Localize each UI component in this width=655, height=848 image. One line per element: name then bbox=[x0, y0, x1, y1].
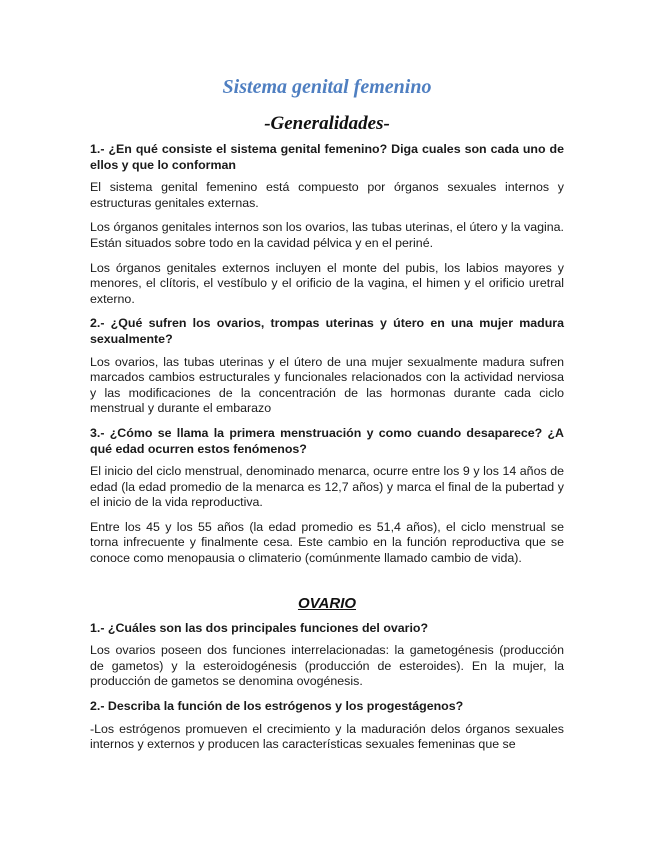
document-subtitle: -Generalidades- bbox=[264, 113, 390, 134]
question-heading: 1.- ¿Cuáles son las dos principales funciones del ovario? bbox=[90, 620, 429, 635]
answer-paragraph: -Los estrógenos promueven el crecimiento y la maduración delos órganos sexuales internos y externos y producen las características sexuales femeninas que se bbox=[90, 721, 564, 752]
answer-paragraph: Los órganos genitales externos incluyen el monte del pubis, los labios mayores y menores, el clítoris, el vestíbulo y el orificio de la vagina, el himen y el orificio uretral externo. bbox=[90, 260, 564, 306]
answer-paragraph: El sistema genital femenino está compuesto por órganos sexuales internos y estructuras genitales externas. bbox=[90, 180, 564, 210]
section-heading-ovario: OVARIO bbox=[297, 594, 357, 612]
answer-paragraph: Los ovarios, las tubas uterinas y el útero de una mujer sexualmente madura sufren marcados cambios estructurales y funcionales relacionados con la actividad nerviosa y las modificaciones de la concentración de las hormonas durante cada ciclo menstrual y durante el embarazo bbox=[90, 354, 564, 416]
question-heading: 1.- ¿En qué consiste el sistema genital femenino? Diga cuales son cada uno de ellos y que lo conforman bbox=[90, 142, 564, 172]
question-heading: 2.- ¿Qué sufren los ovarios, trompas uterinas y útero en una mujer madura sexualmente? bbox=[90, 316, 564, 346]
question-heading: 2.- Describa la función de los estrógenos y los progestágenos? bbox=[90, 699, 464, 714]
page-content bbox=[90, 74, 564, 762]
question-heading: 3.- ¿Cómo se llama la primera menstruación y como cuando desaparece? ¿A qué edad ocurren estos fenómenos? bbox=[90, 425, 564, 456]
answer-paragraph: Los órganos genitales internos son los ovarios, las tubas uterinas, el útero y la vagina. Están situados sobre todo en la cavidad pélvica y en el periné. bbox=[90, 220, 564, 250]
answer-paragraph: El inicio del ciclo menstrual, denominado menarca, ocurre entre los 9 y los 14 años de edad (la edad promedio de la menarca es 12,7 años) y marca el final de la pubertad y el inicio de la vida reproductiva. bbox=[90, 464, 564, 510]
answer-paragraph: Los ovarios poseen dos funciones interrelacionadas: la gametogénesis (producción de gametos) y la esteroidogénesis (producción de esteroides). En la mujer, la producción de gametos se denomina ovogénesis. bbox=[90, 643, 564, 689]
answer-paragraph: Entre los 45 y los 55 años (la edad promedio es 51,4 años), el ciclo menstrual se torna infrecuente y finalmente cesa. Este cambio en la función reproductiva que se conoce como menopausia o climaterio (comúnmente llamado cambio de vida). bbox=[90, 519, 564, 566]
document-title: Sistema genital femenino bbox=[222, 76, 432, 98]
